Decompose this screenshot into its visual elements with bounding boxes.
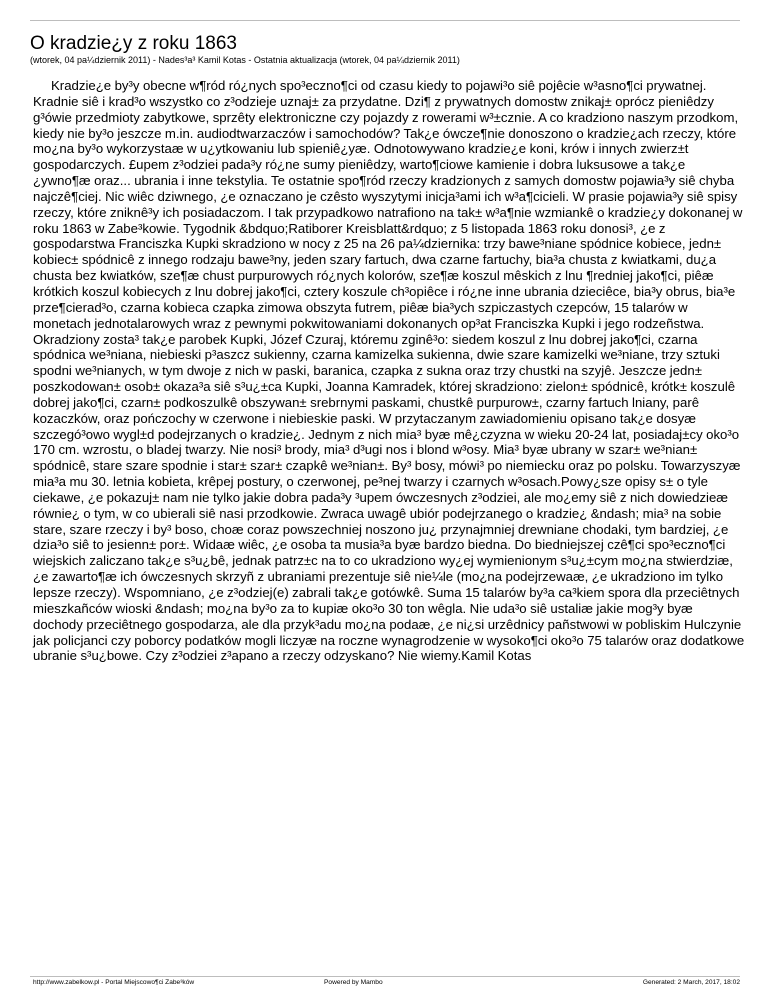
footer-generated-date: Generated: 2 March, 2017, 18:02 [642, 979, 740, 986]
article-meta: (wtorek, 04 pa¼dziernik 2011) - Nades³a³ Kamil Kotas - Ostatnia aktualizacja (wtorek, 04 pa¼dziernik 2011) [30, 55, 460, 65]
page-title: O kradzie¿y z roku 1863 [30, 33, 237, 54]
footer-divider [30, 976, 740, 977]
footer-site-url: http://www.zabelkow.pl - Portal Miejscowo¶ci Zabe³ków [33, 979, 195, 986]
article-paragraph: Kradzie¿e by³y obecne w¶ród ró¿nych spo³eczno¶ci od czasu kiedy to pojawi³o siê pojêcie w³asno¶ci prywatnej. Kradnie siê i krad³o wszystko co z³odzieje uznaj± za przydatne. Dzi¶ z prywatnych domostw znikaj± oprócz pieniêdzy g³ówie przedmioty zabytkowe, sprzêty elektroniczne czy pojazdy z rowerami w³±cznie. A co kradziono naszym przodkom, kiedy nie by³o jeszcze m.in. audiodtwarzaczów i samochodów? Tak¿e ówcze¶nie donoszono o kradzie¿ach rzeczy, które mo¿na by³o wykorzystaæ w u¿ytkowaniu lub spieniê¿yæ. Odnotowywano kradzie¿e koni, krów i innych zwierz±t gospodarczych. £upem z³odziei pada³y ró¿ne sumy pieniêdzy, warto¶ciowe kamienie i dobra luksusowe a tak¿e ¿ywno¶æ oraz... ubrania i inne tekstylia. Te ostatnie spo¶ród rzeczy kradzionych z samych domostw pojawia³y siê chyba najczê¶ciej. Nic wiêc dziwnego, ¿e oznaczano je czêsto wyszytymi inicja³ami ich w³a¶cicieli. W prasie pojawia³y siê spisy rzeczy, które zniknê³y ich posiadaczom. I tak przypadkowo natrafiono na tak± w³a¶nie wzmiankê o kradzie¿y dokonanej w roku 1863 w Zabe³kowie. Tygodnik &bdquo;Ratiborer Kreisblatt&rdquo; z 5 listopada 1863 roku donosi³, ¿e z gospodarstwa Franciszka Kupki skradziono w nocy z 25 na 26 pa¼dziernika: trzy bawe³niane spódnice kobiece, jedn± kobiec± spódnicê z innego rodzaju bawe³ny, jeden szary fartuch, dwa czarne fartuchy, bia³a chusta z kwiatkami, du¿a chusta bez kwiatków, sze¶æ chust purpurowych ró¿nych kolorów, sze¶æ koszul mêskich z lnu ¶redniej jako¶ci, piêæ krótkich koszul kobiecych z lnu dobrej jako¶ci, cztery koszule ch³opiêce i ró¿ne inne ubrania dzieciêce, bia³y obrus, bia³e prze¶cierad³o, czarna kobieca czapka zimowa obszyta futrem, piêæ bia³ych szpiczastych czepców, 15 talarów w monetach jednotalarowych wraz z pewnymi pokwitowaniami dokonanych op³at Franciszka Kupki i jego rodzeñstwa. Okradziony zosta³ tak¿e parobek Kupki, Józef Czuraj, któremu zginê³o: siedem koszul z lnu dobrej jako¶ci, czarna spódnica we³niana, niebieski p³aszcz sukienny, czarna kamizelka sukienna, dwie szare kamizelki we³niane, trzy sztuki spodni we³nianych, w tym dwoje z nich w paski, baranica, czapka z sukna oraz trzy chustki na szyjê. Jeszcze jedn± poszkodowan± osob± okaza³a siê s³u¿±ca Kupki, Joanna Kamradek, której skradziono: zielon± spódnicê, krótk± koszulê dobrej jako¶ci, czarn± podkoszulkê obszywan± srebrnymi paskami, chustkê purpurow±, czarny fartuch lniany, parê kozaczków, oraz pończochy w czerwone i niebieskie paski. W przytaczanym zawiadomieniu opisano tak¿e dosyæ szczegó³owo wygl±d podejrzanych o kradzie¿. Jednym z nich mia³ byæ mê¿czyzna w wieku 20-24 lat, posiadaj±cy oko³o 170 cm. wzrostu, o bladej twarzy. Nie nosi³ brody, mia³ d³ugi nos i blond w³osy. Mia³ byæ ubrany w szar± we³nian± spódnicê, stare szare spodnie i star± szar± czapkê we³nian±. By³ bosy, mówi³ po niemiecku oraz po polsku. Towarzyszyæ mia³a mu 30. letnia kobieta, krêpej postury, o czerwonej, pe³nej twarzy i czarnych w³osach.Powy¿sze opisy s± o tyle ciekawe, ¿e pokazuj± nam nie tylko jakie dobra pada³y ³upem ówczesnych z³odziei, ale mo¿emy siê z nich dowiedzieæ równie¿ o tym, w co ubierali siê nasi przodkowie. Zwraca uwagê ubiór podejrzanego o kradzie¿ &ndash; mia³ na sobie stare, szare rzeczy i by³ boso, choæ coraz powszechniej noszono ju¿ przynajmniej drewniane chodaki, tym bardziej, ¿e dzia³o siê to jesienn± por±. Widaæ wiêc, ¿e osoba ta musia³a byæ bardzo biedna. Do biedniejszej czê¶ci spo³eczno¶ci wiejskich zaliczano tak¿e s³u¿bê, jednak patrz±c na to co ukradziono wy¿ej wymienionym s³u¿±cym mo¿na stwierdziæ, ¿e zawarto¶æ ich ówczesnych skrzyñ z ubraniami prezentuje siê nie¼le (mo¿na podejrzewaæ, ¿e ukradziono im tylko lepsze rzeczy). Wspomniano, ¿e z³odziej(e) zabrali tak¿e gotówkê. Suma 15 talarów by³a ca³kiem spora dla przeciêtnych mieszkañców wioski &ndash; mo¿na by³o za to kupiæ oko³o 30 ton wêgla. Nie uda³o siê ustaliæ jakie mog³y byæ dochody przeciêtnego gospodarza, ale dla przyk³adu mo¿na podaæ, ¿e ni¿si urzêdnicy pañstwowi w pobliskim Hulczynie jak policjanci czy poborcy podatków mogli liczyæ na roczne wynagrodzenie w wysoko¶ci oko³o 75 talarów oraz dodatkowe ubranie s³u¿bowe. Czy z³odziei z³apano a rzeczy odzyskano? Nie wiemy.Kamil Kotas [33, 78, 745, 664]
header-divider [30, 20, 740, 21]
article-body [33, 78, 745, 664]
footer-powered-by: Powered by Mambo [324, 979, 383, 986]
